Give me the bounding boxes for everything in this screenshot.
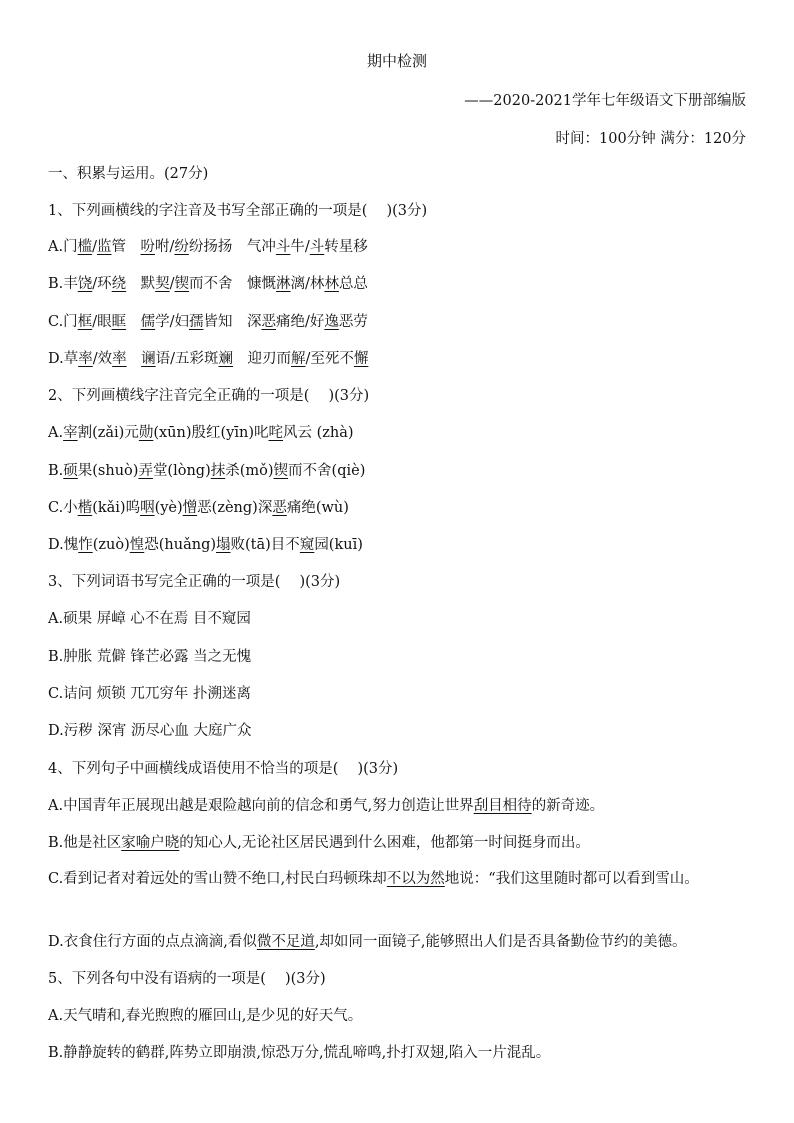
option-text: 纷扬扬 气冲 <box>188 239 276 255</box>
question-4-stem: 4、下列句子中画横线成语使用不恰当的项是( )(3分) <box>48 761 399 777</box>
option-text <box>127 351 142 367</box>
underlined-term: 勋 <box>138 425 154 441</box>
option-text: A. <box>48 425 64 441</box>
underlined-term: 谰 <box>141 351 156 367</box>
underlined-term: 斓 <box>218 351 233 367</box>
question-1-option-a <box>48 237 754 257</box>
page-subtitle: ——2020-2021学年七年级语文下册部编版 <box>464 93 746 109</box>
underlined-term: 孺 <box>188 314 204 330</box>
underlined-term: 斗 <box>275 239 291 255</box>
option-text: 默 <box>126 276 156 292</box>
underlined-term: 儒 <box>140 314 156 330</box>
underlined-term: 恶 <box>261 314 276 330</box>
question-4-option-d <box>48 932 754 952</box>
option-text: 而不舍 慷慨 <box>189 276 277 292</box>
question-1-option-b <box>48 274 754 294</box>
question-3-option-c: C.诘问 烦锁 兀兀穷年 扑溯迷离 <box>48 686 252 702</box>
option-text: (yè) <box>154 500 183 516</box>
underlined-term: 咽 <box>140 500 155 516</box>
question-2-stem: 2、下列画横线字注音完全正确的一项是( )(3分) <box>48 388 370 404</box>
option-text: B. <box>48 463 64 479</box>
section-heading: 一、积累与运用。(27分) <box>48 166 209 182</box>
underlined-term: 林 <box>324 276 339 292</box>
option-text: 恶(zèng)深 <box>197 500 273 516</box>
question-2-option-d <box>48 535 754 555</box>
option-text: C.看到记者对着远处的雪山赞不绝口,村民白玛顿珠却 <box>48 871 387 887</box>
option-text: 痛绝/好 <box>275 314 325 330</box>
question-3-stem: 3、下列词语书写完全正确的一项是( )(3分) <box>48 574 341 590</box>
option-text: (kǎi)呜 <box>92 500 141 516</box>
option-text: 败(tā)目不 <box>230 537 300 553</box>
option-text: 的新奇迹。 <box>531 798 605 814</box>
question-5-option-b: B.静静旋转的鹤群,阵势立即崩溃,惊恐万分,慌乱啼鸣,扑打双翅,陷入一片混乱。 <box>48 1045 551 1061</box>
page-title: 期中检测 <box>366 52 427 70</box>
option-text: 恶劳 <box>338 314 368 330</box>
underlined-term: 恶 <box>272 500 287 516</box>
underlined-term: 纷 <box>174 239 189 255</box>
underlined-term: 窥 <box>299 537 315 553</box>
underlined-term: 憎 <box>182 500 198 516</box>
underlined-term: 率 <box>78 351 93 367</box>
option-text: 园(kuī) <box>314 537 363 553</box>
option-text: 总总 <box>338 276 368 292</box>
underlined-term: 饶 <box>77 276 93 292</box>
underlined-term: 吩 <box>140 239 155 255</box>
underlined-term: 宰 <box>63 425 78 441</box>
underlined-term: 眶 <box>111 314 127 330</box>
option-text: /效 <box>92 351 113 367</box>
option-text: 管 <box>111 239 141 255</box>
underlined-term: 槛 <box>77 239 93 255</box>
question-2-option-c <box>48 498 754 518</box>
underlined-term: 框 <box>77 314 93 330</box>
option-text: ,却如同一面镜子,能够照出人们是否具备勤俭节约的美德。 <box>314 934 687 950</box>
option-text: 杀(mǒ) <box>225 463 274 479</box>
underlined-term: 监 <box>96 239 112 255</box>
underlined-term: 刮目相待 <box>473 798 532 814</box>
option-text <box>126 314 141 330</box>
underlined-term: 咤 <box>268 425 283 441</box>
question-3-option-a: A.硕果 屏嶂 心不在焉 目不窥园 <box>48 611 251 627</box>
question-2-option-b <box>48 461 754 481</box>
option-text: 而不舍(qiè) <box>288 463 366 479</box>
option-text: 果(shuò) <box>77 463 139 479</box>
option-text: 牛/ <box>290 239 310 255</box>
option-text: 语/五彩斑 <box>155 351 219 367</box>
underlined-term: 弄 <box>138 463 153 479</box>
option-text: (zuò) <box>92 537 130 553</box>
option-text: 漓/林 <box>290 276 325 292</box>
option-text: D.衣食住行方面的点点滴滴,看似 <box>48 934 257 950</box>
option-text: 痛绝(wù) <box>286 500 349 516</box>
option-text: C.门 <box>48 314 78 330</box>
underlined-term: 斗 <box>309 239 325 255</box>
question-4-option-b <box>48 833 754 853</box>
underlined-term: 解 <box>291 351 306 367</box>
option-text: 皆知 深 <box>203 314 262 330</box>
underlined-term: 硕 <box>63 463 78 479</box>
option-text: 迎刃而 <box>233 351 291 367</box>
underlined-term: 塌 <box>216 537 231 553</box>
option-text: A.门 <box>48 239 78 255</box>
underlined-term: 家喻户晓 <box>121 835 180 851</box>
underlined-term: 楷 <box>77 500 93 516</box>
question-1-option-c <box>48 312 754 332</box>
option-text: B.丰 <box>48 276 78 292</box>
question-4-option-a <box>48 796 754 816</box>
underlined-term: 抹 <box>210 463 226 479</box>
option-text: 地说：“我们这里随时都可以看到雪山。 <box>444 871 699 887</box>
underlined-term: 率 <box>112 351 127 367</box>
question-1-option-d <box>48 349 754 369</box>
option-text: 风云 (zhà) <box>283 425 354 441</box>
exam-time-info: 时间：100分钟 满分：120分 <box>555 131 746 147</box>
option-text: D.愧 <box>48 537 79 553</box>
option-text: C.小 <box>48 500 78 516</box>
option-text: 堂(lòng) <box>152 463 211 479</box>
option-text: /至死不 <box>305 351 354 367</box>
underlined-term: 逸 <box>324 314 339 330</box>
option-text: /眼 <box>92 314 112 330</box>
option-text: /环 <box>92 276 112 292</box>
option-text: 学/妇 <box>155 314 189 330</box>
option-text: / <box>169 276 175 292</box>
underlined-term: 微不足道 <box>256 934 315 950</box>
underlined-term: 怍 <box>78 537 93 553</box>
underlined-term: 锲 <box>174 276 190 292</box>
question-2-option-a <box>48 423 754 443</box>
question-5-option-a: A.天气晴和,春光煦煦的雁回山,是少见的好天气。 <box>48 1008 363 1024</box>
option-text: 割(zǎi)元 <box>77 425 139 441</box>
option-text: A.中国青年正展现出越是艰险越向前的信念和勇气,努力创造让世界 <box>48 798 474 814</box>
question-1-stem: 1、下列画横线的字注音及书写全部正确的一项是( )(3分) <box>48 203 428 219</box>
option-text: B.他是社区 <box>48 835 122 851</box>
underlined-term: 惶 <box>129 537 145 553</box>
underlined-term: 不以为然 <box>386 871 445 887</box>
question-3-option-d: D.污秽 深宵 沥尽心血 大庭广众 <box>48 723 252 739</box>
underlined-term: 契 <box>155 276 170 292</box>
option-text: 的知心人,无论社区居民遇到什么困难，他都第一时间挺身而出。 <box>179 835 590 851</box>
underlined-term: 淋 <box>276 276 291 292</box>
underlined-term: 懈 <box>353 351 369 367</box>
option-text: 转星移 <box>324 239 368 255</box>
question-5-stem: 5、下列各句中没有语病的一项是( )(3分) <box>48 971 326 987</box>
option-text: 恐(huǎng) <box>144 537 217 553</box>
underlined-term: 绕 <box>111 276 127 292</box>
underlined-term: 锲 <box>273 463 289 479</box>
option-text: / <box>92 239 97 255</box>
question-4-option-c <box>48 869 754 890</box>
question-3-option-b: B.肿胀 荒僻 锋芒必露 当之无愧 <box>48 649 252 665</box>
option-text: (xūn)殷红(yīn)叱 <box>153 425 269 441</box>
option-text: D.草 <box>48 351 79 367</box>
option-text: 咐/ <box>154 239 175 255</box>
